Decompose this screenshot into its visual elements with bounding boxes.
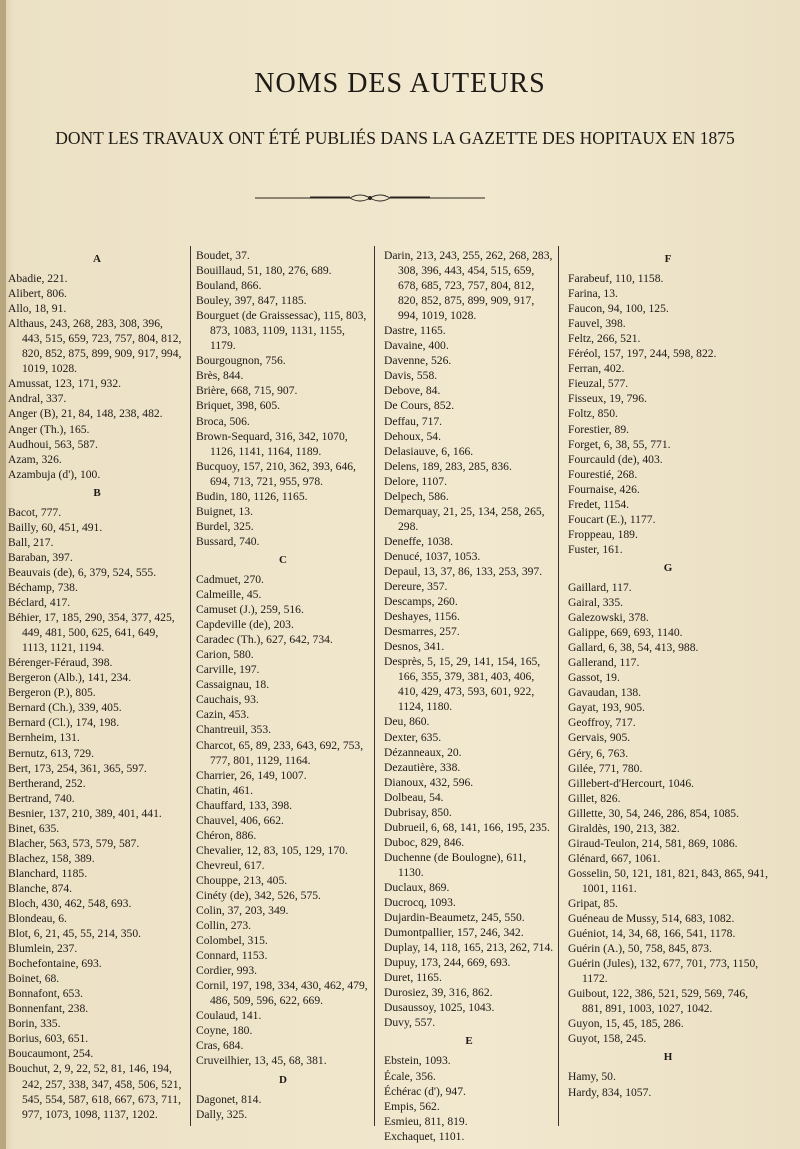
author-entry: Fisseux, 19, 796. (568, 392, 647, 406)
page-title: NOMS DES AUTEURS (254, 68, 546, 99)
author-entry: Besnier, 137, 210, 389, 401, 441. (8, 806, 162, 820)
author-entry: Deshayes, 1156. (384, 610, 460, 624)
author-entry: Dézanneaux, 20. (384, 745, 462, 759)
author-entry: Dolbeau, 54. (384, 790, 444, 804)
author-entry: Dally, 325. (196, 1107, 248, 1121)
index-column-2 (196, 248, 370, 1122)
author-entry: Ebstein, 1093. (384, 1054, 451, 1068)
author-entry: Boucaumont, 254. (8, 1047, 94, 1061)
section-letter: F (664, 253, 672, 265)
author-entry: Fournaise, 426. (568, 482, 640, 496)
author-entry: Bertrand, 740. (8, 791, 75, 805)
column-divider (558, 246, 559, 1126)
author-entry: Carion, 580. (196, 648, 254, 662)
author-entry: Bacot, 777. (8, 505, 62, 519)
author-entry: Bussard, 740. (196, 534, 260, 548)
author-entry: Guéneau de Mussy, 514, 683, 1082. (568, 912, 735, 926)
author-entry: Farina, 13. (568, 287, 618, 301)
index-column-1 (8, 248, 186, 1122)
author-entry: Bloch, 430, 462, 548, 693. (8, 896, 132, 910)
author-entry: Cornil, 197, 198, 334, 430, 462, 479, 486, 509, 596, 622, 669. (196, 979, 368, 1008)
author-entry: Blumlein, 237. (8, 942, 78, 956)
author-entry: Fredet, 1154. (568, 497, 630, 511)
author-entry: Dianoux, 432, 596. (384, 775, 474, 789)
author-entry: Forget, 6, 38, 55, 771. (568, 437, 671, 451)
author-entry: Exchaquet, 1101. (384, 1129, 465, 1143)
author-entry: Feltz, 266, 521. (568, 332, 641, 346)
author-entry: Debove, 84. (384, 384, 441, 398)
author-entry: Carville, 197. (196, 663, 260, 677)
author-entry: Burdel, 325. (196, 519, 254, 533)
author-entry: Chéron, 886. (196, 828, 257, 842)
section-letter: E (465, 1035, 473, 1048)
author-entry: Bucquoy, 157, 210, 362, 393, 646, 694, 713, 721, 955, 978. (196, 459, 356, 488)
author-entry: Bouchut, 2, 9, 22, 52, 81, 146, 194, 242, 257, 338, 347, 458, 506, 521, 545, 554, 587, 618, 667, 673, 711, 977, 1073, 1098, 1137, 1202. (8, 1062, 182, 1121)
author-entry: Colin, 37, 203, 349. (196, 904, 289, 918)
author-entry: Guérin (A.), 50, 758, 845, 873. (568, 942, 712, 956)
author-entry: Gripat, 85. (568, 896, 618, 910)
author-entry: Budin, 180, 1126, 1165. (196, 489, 308, 503)
author-entry: Froppeau, 189. (568, 527, 638, 541)
author-entry: Briquet, 398, 605. (196, 399, 281, 413)
author-entry: Cras, 684. (196, 1039, 244, 1053)
author-entry: Foucart (E.), 1177. (568, 512, 656, 526)
author-entry: Bert, 173, 254, 361, 365, 597. (8, 761, 147, 775)
author-entry: Althaus, 243, 268, 283, 308, 396, 443, 515, 659, 723, 757, 804, 812, 820, 852, 875, 899, 909, 917, 994, 1019, 1028. (8, 317, 182, 376)
author-entry: Chevalier, 12, 83, 105, 129, 170. (196, 843, 348, 857)
author-entry: Ferran, 402. (568, 362, 625, 376)
author-entry: Beauvais (de), 6, 379, 524, 555. (8, 565, 157, 579)
author-entry: Galezowski, 378. (568, 611, 649, 625)
author-entry: Dusaussoy, 1025, 1043. (384, 1001, 495, 1015)
author-entry: Andral, 337. (8, 392, 67, 406)
author-entry: Dubrueil, 6, 68, 141, 166, 195, 235. (384, 820, 550, 834)
section-letter: H (663, 1051, 673, 1064)
author-entry: Duchenne (de Boulogne), 611, 1130. (384, 850, 527, 879)
author-entry: Allo, 18, 91. (8, 302, 67, 316)
author-entry: Desnos, 341. (384, 640, 445, 654)
author-entry: Bourguet (de Graissessac), 115, 803, 873, 1083, 1109, 1131, 1155, 1179. (196, 309, 367, 353)
author-entry: Gillebert-d'Hercourt, 1046. (568, 776, 695, 790)
author-entry: Delasiauve, 6, 166. (384, 444, 474, 458)
author-entry: Béclard, 417. (8, 596, 71, 610)
author-entry: Cruveilhier, 13, 45, 68, 381. (196, 1054, 327, 1068)
author-entry: Capdeville (de), 203. (196, 618, 294, 632)
section-letter: G (663, 561, 673, 574)
author-entry: Fourcauld (de), 403. (568, 452, 663, 466)
author-entry: Descamps, 260. (384, 595, 458, 609)
author-entry: Dupuy, 173, 244, 669, 693. (384, 956, 511, 970)
author-entry: Esmieu, 811, 819. (384, 1114, 468, 1128)
author-entry: Foltz, 850. (568, 407, 618, 421)
author-entry: Connard, 1153. (196, 949, 268, 963)
author-entry: Hamy, 50. (568, 1070, 616, 1084)
author-entry: Fieuzal, 577. (568, 377, 629, 391)
author-entry: Bergeron (Alb.), 141, 234. (8, 671, 132, 685)
author-entry: Dereure, 357. (384, 580, 448, 594)
author-entry: Gallerand, 117. (568, 656, 640, 670)
author-entry: Fauvel, 398. (568, 317, 626, 331)
author-entry: Chauffard, 133, 398. (196, 798, 293, 812)
page-subtitle: DONT LES TRAVAUX ONT ÉTÉ PUBLIÉS DANS LA GAZETTE DES HOPITAUX EN 1875 (55, 128, 735, 148)
column-divider (190, 246, 191, 1126)
author-entry: Bernard (Cl.), 174, 198. (8, 716, 120, 730)
author-entry: Guérin (Jules), 132, 677, 701, 773, 1150, 1172. (568, 957, 759, 986)
author-entry: Delens, 189, 283, 285, 836. (384, 459, 512, 473)
author-entry: Duret, 1165. (384, 971, 442, 985)
author-entry: Blanchard, 1185. (8, 866, 88, 880)
author-entry: Bernheim, 131. (8, 731, 80, 745)
author-entry: Desprès, 5, 15, 29, 141, 154, 165, 166, 355, 379, 381, 403, 406, 410, 429, 473, 593, 601, 922, 1124, 1180. (384, 655, 541, 714)
author-entry: Dezautière, 338. (384, 760, 461, 774)
author-entry: Caradec (Th.), 627, 642, 734. (196, 633, 333, 647)
author-entry: Deneffe, 1038. (384, 534, 454, 548)
author-entry: Blot, 6, 21, 45, 55, 214, 350. (8, 927, 142, 941)
author-entry: Dumontpallier, 157, 246, 342. (384, 926, 524, 940)
author-entry: Audhoui, 563, 587. (8, 437, 98, 451)
author-entry: Dagonet, 814. (196, 1092, 262, 1106)
author-entry: Bergeron (P.), 805. (8, 686, 96, 700)
author-entry: Boinet, 68. (8, 972, 60, 986)
author-entry: Échérac (d'), 947. (384, 1084, 466, 1098)
author-entry: Abadie, 221. (8, 272, 68, 286)
author-entry: Gillette, 30, 54, 246, 286, 854, 1085. (568, 806, 739, 820)
author-entry: Gillet, 826. (568, 791, 621, 805)
author-entry: Bouillaud, 51, 180, 276, 689. (196, 264, 332, 278)
author-entry: Fuster, 161. (568, 542, 623, 556)
author-entry: Guyon, 15, 45, 185, 286. (568, 1017, 684, 1031)
author-entry: Géry, 6, 763. (568, 746, 629, 760)
author-entry: Deffau, 717. (384, 414, 443, 428)
author-entry: Gosselin, 50, 121, 181, 821, 843, 865, 941, 1001, 1161. (568, 866, 768, 895)
author-entry: Écale, 356. (384, 1069, 436, 1083)
author-entry: Gallard, 6, 38, 54, 413, 988. (568, 641, 699, 655)
author-entry: Duplay, 14, 118, 165, 213, 262, 714. (384, 941, 554, 955)
author-entry: Brière, 668, 715, 907. (196, 384, 298, 398)
author-entry: Bernard (Ch.), 339, 405. (8, 701, 122, 715)
author-entry: Béhier, 17, 185, 290, 354, 377, 425, 449, 481, 500, 625, 641, 649, 1113, 1121, 1194. (8, 611, 175, 655)
author-entry: Bertherand, 252. (8, 776, 86, 790)
author-entry: Broca, 506. (196, 414, 250, 428)
author-entry: Cazin, 453. (196, 708, 250, 722)
author-entry: Desmarres, 257. (384, 625, 460, 639)
author-entry: Gaillard, 117. (568, 580, 632, 594)
author-entry: Gayat, 193, 905. (568, 701, 645, 715)
author-entry: Anger (B), 21, 84, 148, 238, 482. (8, 407, 163, 421)
author-entry: Calmeille, 45. (196, 588, 262, 602)
author-entry: Camuset (J.), 259, 516. (196, 603, 304, 617)
author-entry: Anger (Th.), 165. (8, 422, 90, 436)
author-entry: Dubrisay, 850. (384, 805, 452, 819)
author-entry: Blondeau, 6. (8, 912, 67, 926)
author-entry: Gilée, 771, 780. (568, 761, 643, 775)
author-entry: Gairal, 335. (568, 596, 624, 610)
author-entry: Bailly, 60, 451, 491. (8, 520, 103, 534)
author-entry: Bourgougnon, 756. (196, 354, 286, 368)
section-letter: C (279, 553, 287, 566)
author-entry: Empis, 562. (384, 1099, 440, 1113)
author-entry: Davenne, 526. (384, 354, 452, 368)
author-entry: Blachez, 158, 389. (8, 851, 95, 865)
author-entry: Amussat, 123, 171, 932. (8, 377, 122, 391)
author-entry: Charrier, 26, 149, 1007. (196, 768, 307, 782)
author-entry: Demarquay, 21, 25, 134, 258, 265, 298. (384, 504, 545, 533)
author-entry: Cordier, 993. (196, 964, 258, 978)
author-entry: Davis, 558. (384, 369, 438, 383)
ornament-divider (255, 192, 485, 204)
author-entry: Borin, 335. (8, 1017, 61, 1031)
section-letter: B (93, 486, 101, 499)
author-entry: Bochefontaine, 693. (8, 957, 102, 971)
author-entry: Glénard, 667, 1061. (568, 851, 661, 865)
author-entry: Chevreul, 617. (196, 858, 265, 872)
author-entry: Giraldès, 190, 213, 382. (568, 821, 680, 835)
author-entry: Béchamp, 738. (8, 580, 78, 594)
author-entry: Colombel, 315. (196, 934, 268, 948)
author-entry: Farabeuf, 110, 1158. (568, 272, 664, 286)
author-entry: Ducrocq, 1093. (384, 896, 456, 910)
author-entry: Durosiez, 39, 316, 862. (384, 986, 493, 1000)
section-letter: A (93, 253, 101, 265)
author-entry: Brown-Sequard, 316, 342, 1070, 1126, 1141, 1164, 1189. (196, 429, 348, 458)
author-entry: Collin, 273. (196, 919, 252, 933)
author-entry: Dujardin-Beaumetz, 245, 550. (384, 911, 525, 925)
author-entry: Bernutz, 613, 729. (8, 746, 94, 760)
author-entry: Duvy, 557. (384, 1016, 436, 1030)
author-entry: Chouppe, 213, 405. (196, 873, 288, 887)
author-entry: Duboc, 829, 846. (384, 835, 465, 849)
column-divider (374, 246, 375, 1126)
author-entry: Gavaudan, 138. (568, 686, 642, 700)
author-entry: Chantreuil, 353. (196, 723, 272, 737)
author-entry: Depaul, 13, 37, 86, 133, 253, 397. (384, 564, 543, 578)
author-entry: Fourestié, 268. (568, 467, 638, 481)
author-entry: Guéniot, 14, 34, 68, 166, 541, 1178. (568, 927, 736, 941)
section-letter: D (279, 1073, 287, 1086)
author-entry: Charcot, 65, 89, 233, 643, 692, 753, 777, 801, 1129, 1164. (196, 738, 364, 767)
book-spine (0, 0, 6, 1149)
author-entry: Gassot, 19. (568, 671, 620, 685)
index-column-4 (568, 248, 768, 1100)
author-entry: Faucon, 94, 100, 125. (568, 302, 669, 316)
author-entry: Hardy, 834, 1057. (568, 1085, 652, 1099)
author-entry: Bonnenfant, 238. (8, 1002, 89, 1016)
author-entry: Bouland, 866. (196, 279, 262, 293)
author-entry: Blanche, 874. (8, 881, 73, 895)
author-entry: Bouley, 397, 847, 1185. (196, 294, 307, 308)
author-entry: Baraban, 397. (8, 550, 73, 564)
author-entry: Cassaignau, 18. (196, 678, 270, 692)
author-entry: Azambuja (d'), 100. (8, 467, 101, 481)
author-entry: Dehoux, 54. (384, 429, 441, 443)
author-entry: Giraud-Teulon, 214, 581, 869, 1086. (568, 836, 738, 850)
author-entry: Buignet, 13. (196, 504, 254, 518)
author-entry: Guibout, 122, 386, 521, 529, 569, 746, 881, 891, 1003, 1027, 1042. (568, 987, 749, 1016)
author-entry: Borius, 603, 651. (8, 1032, 89, 1046)
author-entry: Cadmuet, 270. (196, 572, 264, 586)
author-entry: Ball, 217. (8, 535, 54, 549)
author-entry: Bérenger-Féraud, 398. (8, 656, 113, 670)
index-column-3 (384, 248, 554, 1144)
author-entry: Delpech, 586. (384, 489, 449, 503)
author-entry: Davaine, 400. (384, 339, 449, 353)
author-entry: Boudet, 37. (196, 249, 250, 262)
author-entry: Féréol, 157, 197, 244, 598, 822. (568, 347, 717, 361)
author-entry: Alibert, 806. (8, 287, 67, 301)
author-entry: Forestier, 89. (568, 422, 630, 436)
author-entry: Guyot, 158, 245. (568, 1032, 647, 1046)
author-entry: De Cours, 852. (384, 399, 455, 413)
author-entry: Coyne, 180. (196, 1024, 253, 1038)
author-entry: Duclaux, 869. (384, 880, 450, 894)
author-entry: Delore, 1107. (384, 474, 447, 488)
author-entry: Brès, 844. (196, 369, 244, 383)
author-entry: Chauvel, 406, 662. (196, 813, 284, 827)
author-entry: Galippe, 669, 693, 1140. (568, 626, 683, 640)
author-entry: Cinéty (de), 342, 526, 575. (196, 888, 321, 902)
author-entry: Chatin, 461. (196, 783, 254, 797)
author-entry: Dexter, 635. (384, 730, 442, 744)
author-entry: Bonnafont, 653. (8, 987, 84, 1001)
author-entry: Cauchais, 93. (196, 693, 259, 707)
author-entry: Binet, 635. (8, 821, 60, 835)
author-entry: Gervais, 905. (568, 731, 631, 745)
author-entry: Geoffroy, 717. (568, 716, 636, 730)
author-entry: Darin, 213, 243, 255, 262, 268, 283, 308, 396, 443, 454, 515, 659, 678, 685, 723, 757, 804, 812, 820, 852, 875, 899, 909, 917, 994, 1019, 1028. (384, 249, 553, 323)
author-entry: Dastre, 1165. (384, 324, 446, 338)
author-entry: Deu, 860. (384, 715, 430, 729)
author-entry: Denucé, 1037, 1053. (384, 549, 481, 563)
author-entry: Azam, 326. (8, 452, 62, 466)
author-entry: Coulaud, 141. (196, 1009, 262, 1023)
author-entry: Blacher, 563, 573, 579, 587. (8, 836, 140, 850)
